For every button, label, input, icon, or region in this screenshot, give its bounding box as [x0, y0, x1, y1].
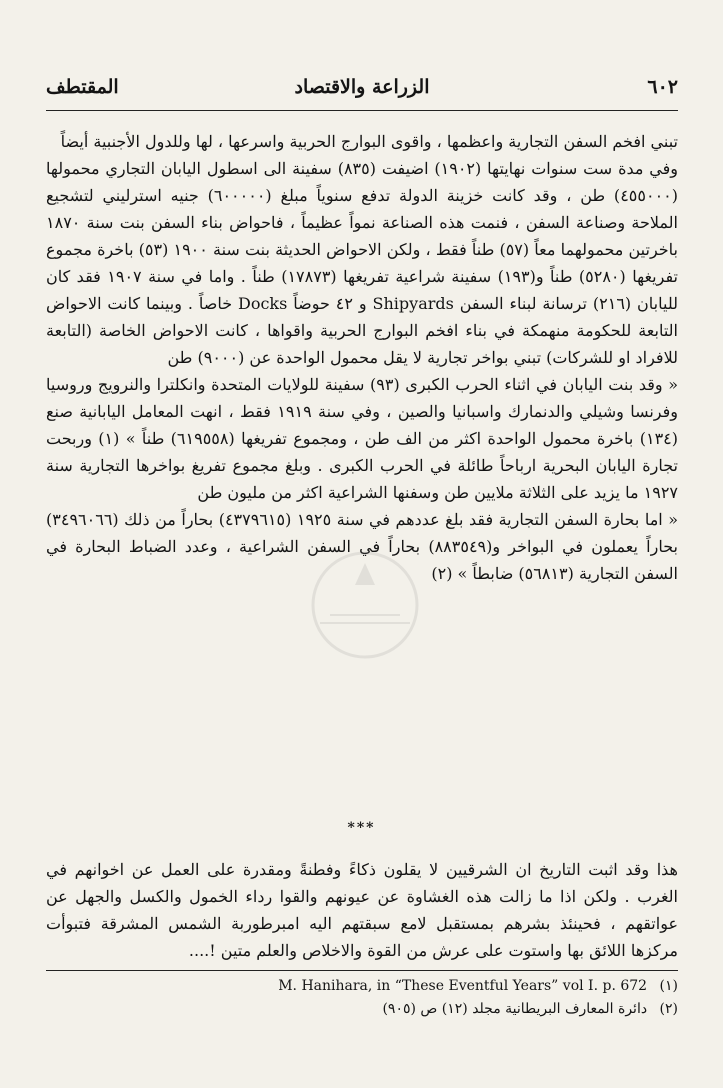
closing-paragraph: هذا وقد اثبت التاريخ ان الشرقيين لا يقلون ذكاءً وفطنةً ومقدرة على العمل عن اخوانهم في الغرب . ولكن اذا ما زالت هذه الغشاوة عن عيونهم والقوا رداء الخمول والكسل والجهل عن عواتقهم ، فحينئذ بشرهم بمستقبل لامع سبقتهم اليه امبرطوربة الشمس المشرقة فتبوأت مركزها اللائق بها واستوت على عرش من القوة والاخلاص والعلم متين !....	[46, 860, 679, 960]
footnote-number: (١)	[659, 978, 678, 994]
paragraph: تبني افخم السفن التجارية واعظمها ، واقوى البوارج الحربية واسرعها ، لها وللدول الأجنبية أيضاً	[60, 132, 678, 151]
main-text	[46, 128, 678, 828]
footnote-rule	[46, 970, 678, 971]
footnote-text: M. Hanihara, in “These Eventful Years” vol I. p. 672	[278, 978, 648, 994]
footnote	[46, 975, 678, 997]
closing-text	[46, 840, 678, 980]
running-header	[46, 76, 678, 106]
section-separator: ***	[347, 820, 376, 836]
paragraph: « وقد بنت اليابان في اثناء الحرب الكبرى (٩٣) سفينة للولايات المتحدة وانكلترا والنرويج وروسيا وفرنسا وشيلي والدنمارك واسبانيا والصين ، وفي سنة ١٩١٩ فقط ، انهت المعامل اليابانية صنع (١٣٤) باخرة محمول الواحدة اكثر من الف طن ، ومجموع تفريغها (٦١٩٥٥٨) طناً » (١) وربحت تجارة اليابان البحرية ارباحاً طائلة في الحرب الكبرى . وبلغ مجموع تفريغ بواخرها التجارية سنة ١٩٢٧ ما يزيد على الثلاثة ملايين طن وسفنها الشراعية اكثر من مليون طن	[46, 375, 678, 502]
paragraph: « اما بحارة السفن التجارية فقد بلغ عددهم في سنة ١٩٢٥ (٤٣٧٩٦١٥) بحاراً من ذلك (٣٤٩٦٠٦٦) بحاراً يعملون في البواخر و(٨٨٣٥٤٩) بحاراً في السفن الشراعية ، وعدد الضباط البحارة في السفن التجارية (٥٦٨١٣) ضابطاً » (٢)	[46, 510, 678, 583]
footnote-number: (٢)	[659, 1001, 678, 1017]
footnote	[46, 998, 678, 1020]
paragraph: وفي مدة ست سنوات نهايتها (١٩٠٢) اضيفت (٨٣٥) سفينة الى اسطول اليابان التجاري محمولها (٤٥٥٠٠٠) طن ، وقد كانت خزينة الدولة تدفع سنوياً مبلغ (٦٠٠٠٠٠) جنيه استرليني لتشجيع الملاحة وصناعة السفن ، فنمت هذه الصناعة نمواً عظيماً ، فاحواض بناء السفن بنت سنة ١٨٧٠ باخرتين محمولهما معاً (٥٧) طناً فقط ، ولكن الاحواض الحديثة بنت سنة ١٩٠٠ (٥٣) باخرة مجموع تفريغها (٥٢٨٠) طناً و(١٩٣) سفينة شراعية تفريغها (١٧٨٧٣) طناً . واما في سنة ١٩٠٧ فقد كان لليابان (٢١٦) ترسانة لبناء السفن Shipyards و ٤٢ حوضاً Docks خاصاً . وبينما كانت الاحواض التابعة للحكومة منهمكة في بناء افخم البوارج الحربية واقواها ، كانت الاحواض الخاصة (التابعة للافراد او للشركات) تبني بواخر تجارية لا يقل محمول الواحدة عن (٩٠٠٠) طن	[46, 159, 678, 367]
footnote-text: دائرة المعارف البريطانية مجلد (١٢) ص (٩٠٥)	[382, 1001, 648, 1017]
journal-title: المقتطف	[46, 76, 119, 98]
header-rule	[46, 110, 678, 111]
section-title: الزراعة والاقتصاد	[294, 76, 430, 98]
page-number: ٦٠٢	[647, 76, 678, 98]
